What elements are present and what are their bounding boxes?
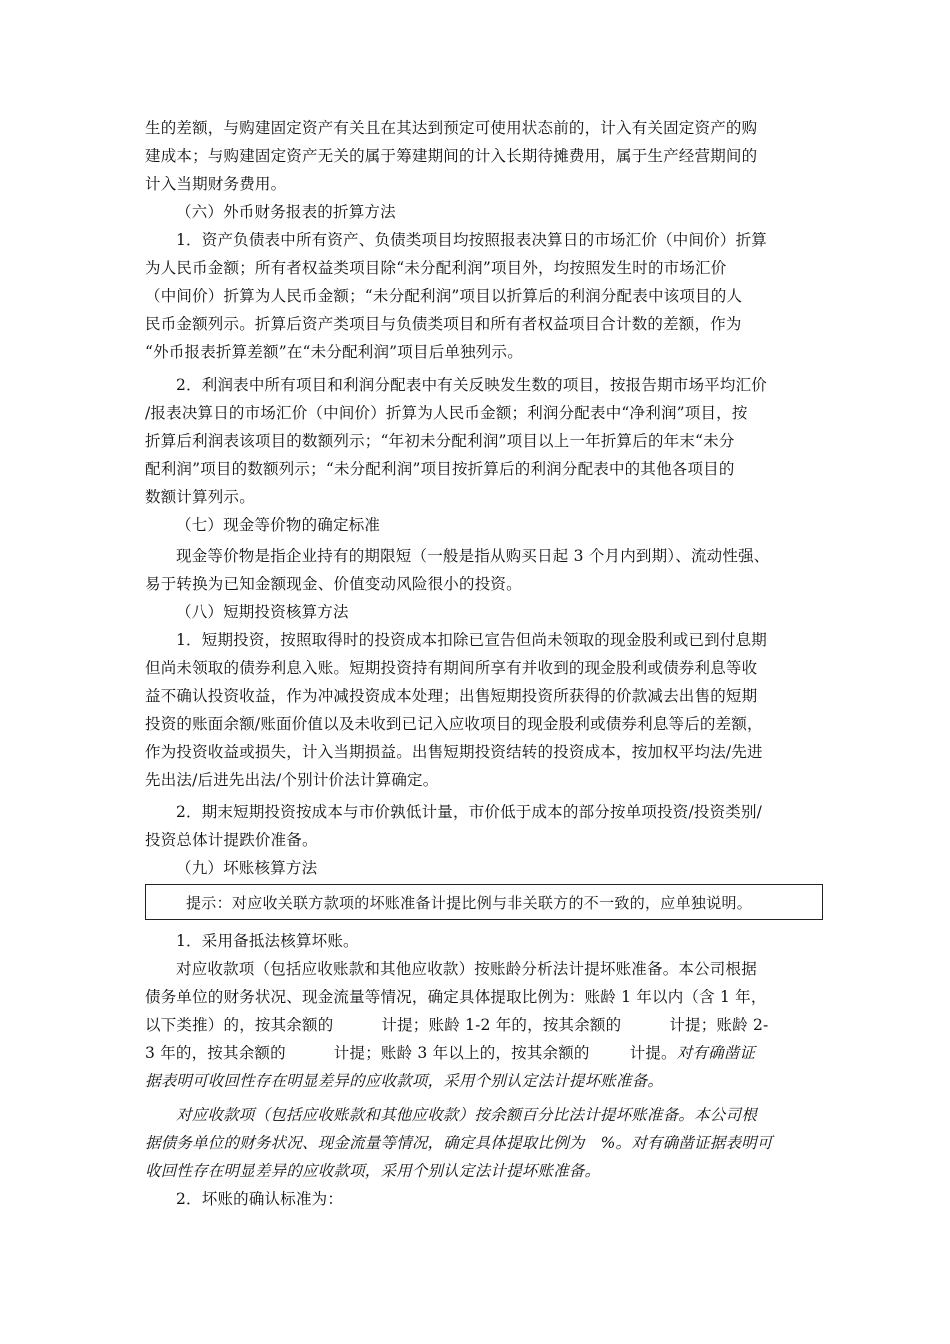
- text-line: 1．短期投资，按照取得时的投资成本扣除已宣告但尚未领取的现金股利或已到付息期: [176, 631, 767, 649]
- text-line: 先出法/后进先出法/个别计价法计算确定。: [145, 771, 439, 789]
- text-line: “外币报表折算差额”在“未分配利润”项目后单独列示。: [145, 343, 523, 361]
- text-line: 生的差额，与购建固定资产有关且在其达到预定可使用状态前的，计入有关固定资产的购: [145, 119, 758, 137]
- text-line: 民币金额列示。折算后资产类项目与负债类项目和所有者权益项目合计数的差额，作为: [145, 315, 742, 333]
- section-heading-6: （六）外币财务报表的折算方法: [176, 203, 396, 221]
- text-line: 投资的账面余额/账面价值以及未收到已记入应收项目的现金股利或债券利息等后的差额，: [145, 715, 763, 733]
- text-line: [145, 1015, 825, 1035]
- text-span: 据债务单位的财务状况、现金流量等情况，确定具体提取比例为: [145, 1134, 585, 1152]
- text-span: 计提；账龄 1-2 年的，按其余额的: [381, 1016, 622, 1034]
- text-line: 作为投资收益或损失，计入当期损益。出售短期投资结转的投资成本，按加权平均法/先进: [145, 743, 763, 761]
- section-heading-9: （九）坏账核算方法: [176, 859, 318, 877]
- text-line: 2．利润表中所有项目和利润分配表中有关反映发生数的项目，按报告期市场平均汇价: [176, 376, 767, 394]
- text-line: 债务单位的财务状况、现金流量等情况，确定具体提取比例为：账龄 1 年以内（含 1 年，: [145, 988, 767, 1006]
- text-line: 易于转换为已知金额现金、价值变动风险很小的投资。: [145, 575, 522, 593]
- text-span: 计提。: [629, 1044, 677, 1062]
- text-line: [145, 1043, 825, 1063]
- section-heading-8: （八）短期投资核算方法: [176, 603, 349, 621]
- text-span: 计提；账龄 3 年以上的，按其余额的: [333, 1044, 590, 1062]
- text-line: 1．采用备抵法核算坏账。: [176, 932, 359, 950]
- text-line: /报表决算日的市场汇价（中间价）折算为人民币金额；利润分配表中“净利润”项目，按: [145, 404, 748, 422]
- text-line: 2．坏账的确认标准为：: [176, 1190, 344, 1208]
- text-line: 对应收款项（包括应收账款和其他应收款）按账龄分析法计提坏账准备。本公司根据: [176, 960, 757, 978]
- text-span-italic: 对有确凿证: [676, 1044, 756, 1062]
- text-line: 益不确认投资收益，作为冲减投资成本处理；出售短期投资所获得的价款减去出售的短期: [145, 687, 758, 705]
- text-line: 计入当期财务费用。: [145, 175, 287, 193]
- text-span: 计提；账龄 2-: [669, 1016, 769, 1034]
- text-line: 现金等价物是指企业持有的期限短（一般是指从购买日起 3 个月内到期）、流动性强、: [176, 547, 770, 565]
- text-span: 以下类推）的，按其余额的: [145, 1016, 334, 1034]
- text-line: [145, 1133, 825, 1153]
- section-heading-7: （七）现金等价物的确定标准: [176, 516, 381, 534]
- text-span: %。对有确凿证据表明可: [600, 1134, 773, 1152]
- text-line: 1．资产负债表中所有资产、负债类项目均按照报表决算日的市场汇价（中间价）折算: [176, 231, 767, 249]
- text-line: 投资总体计提跌价准备。: [145, 831, 318, 849]
- tip-box: [145, 884, 823, 920]
- text-line: 折算后利润表该项目的数额列示；“年初未分配利润”项目以上一年折算后的年末“未分: [145, 432, 735, 450]
- text-line: 数额计算列示。: [145, 488, 255, 506]
- text-line: 2．期末短期投资按成本与市价孰低计量，市价低于成本的部分按单项投资/投资类别/: [176, 803, 763, 821]
- tip-text: 提示：对应收关联方款项的坏账准备计提比例与非关联方的不一致的，应单独说明。: [186, 894, 753, 912]
- text-line: 配利润”项目的数额列示；“未分配利润”项目按折算后的利润分配表中的其他各项目的: [145, 460, 735, 478]
- text-span: 3 年的，按其余额的: [145, 1044, 286, 1062]
- text-line: 对应收款项（包括应收账款和其他应收款）按余额百分比法计提坏账准备。本公司根: [176, 1106, 757, 1124]
- text-line: 但尚未领取的债券利息入账。短期投资持有期间所享有并收到的现金股利或债券利息等收: [145, 659, 758, 677]
- text-line: 为人民币金额；所有者权益类项目除“未分配利润”项目外，均按照发生时的市场汇价: [145, 259, 727, 277]
- text-line: 收回性存在明显差异的应收款项，采用个别认定法计提坏账准备。: [145, 1162, 601, 1180]
- text-line: 建成本；与购建固定资产无关的属于筹建期间的计入长期待摊费用，属于生产经营期间的: [145, 147, 758, 165]
- text-line: （中间价）折算为人民币金额；“未分配利润”项目以折算后的利润分配表中该项目的人: [145, 287, 743, 305]
- text-line: 据表明可收回性存在明显差异的应收款项，采用个别认定法计提坏账准备。: [145, 1072, 664, 1090]
